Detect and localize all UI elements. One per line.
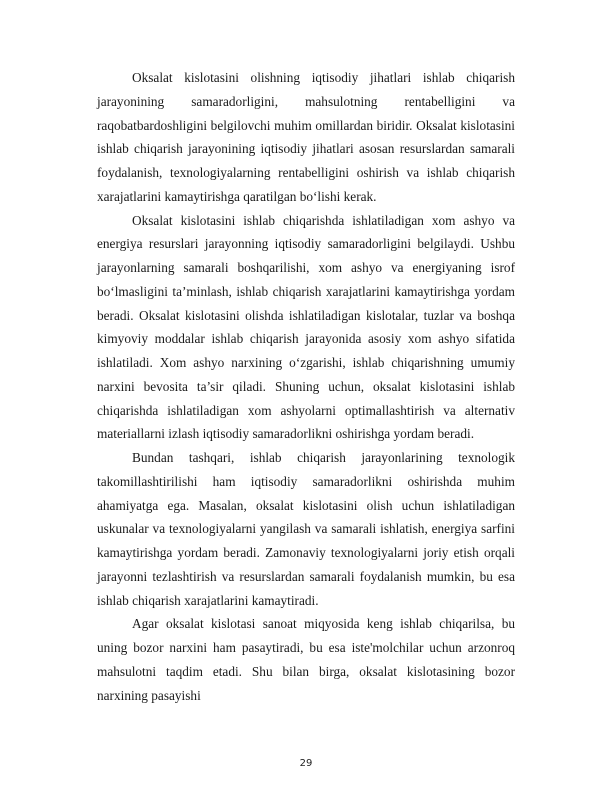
paragraph-2-text: Oksalat kislotasini ishlab chiqarishda ishlatiladigan xom ashyo va energiya resurslari jarayonning iqtisodiy samaradorligini belgilaydi. Ushbu jarayonlarning samarali boshqarilishi, xom ashyo va energiyaning isrof bo‘lmasligini ta’minlash, ishlab chiqarish xarajatlarini kamaytirishga yordam beradi. Oksalat kislotasini olishda ishlatiladigan kislotalar, tuzlar va boshqa kimyoviy moddalar ishlab chiqarish jarayonida asosiy xom ashyo sifatida ishlatiladi. Xom ashyo narxining o‘zgarishi, ishlab chiqarishning umumiy narxini bevosita ta’sir qiladi. Shuning uchun, oksalat kislotasini ishlab chiqarishda ishlatiladigan xom ashyolarni optimallashtirish va alternativ materiallarni izlash iqtisodiy samaradorlikni oshirishga yordam beradi. <box>97 212 515 442</box>
paragraph-4 <box>97 612 515 707</box>
paragraph-2 <box>97 209 515 447</box>
page-number: 29 <box>299 758 313 769</box>
paragraph-1-text: Oksalat kislotasini olishning iqtisodiy jihatlari ishlab chiqarish jarayonining samaradorligini, mahsulotning rentabelligini va raqobatbardoshligini belgilovchi muhim omillardan biridir. Oksalat kislotasini ishlab chiqarish jarayonining iqtisodiy jihatlari asosan resurslardan samarali foydalanish, texnologiyalarning rentabelligini oshirish va ishlab chiqarish xarajatlarini kamaytirishga qaratilgan bo‘lishi kerak. <box>97 70 515 204</box>
body-text <box>97 66 515 707</box>
paragraph-4-text: Agar oksalat kislotasi sanoat miqyosida keng ishlab chiqarilsa, bu uning bozor narxini ham pasaytiradi, bu esa iste'molchilar uchun arzonroq mahsulotni taqdim etadi. Shu bilan birga, oksalat kislotasining bozor narxining pasayishi <box>97 616 515 703</box>
paragraph-1 <box>97 66 515 209</box>
paragraph-3-text: Bundan tashqari, ishlab chiqarish jarayonlarining texnologik takomillashtirilishi ham iqtisodiy samaradorlikni oshirishda muhim ahamiyatga ega. Masalan, oksalat kislotasini olish uchun ishlatiladigan uskunalar va texnologiyalarni yangilash va samarali ishlatish, energiya sarfini kamaytirishga yordam beradi. Zamonaviy texnologiyalarni joriy etish orqali jarayonni tezlashtirish va resurslardan samarali foydalanish mumkin, bu esa ishlab chiqarish xarajatlarini kamaytiradi. <box>97 450 515 608</box>
paragraph-3 <box>97 446 515 612</box>
